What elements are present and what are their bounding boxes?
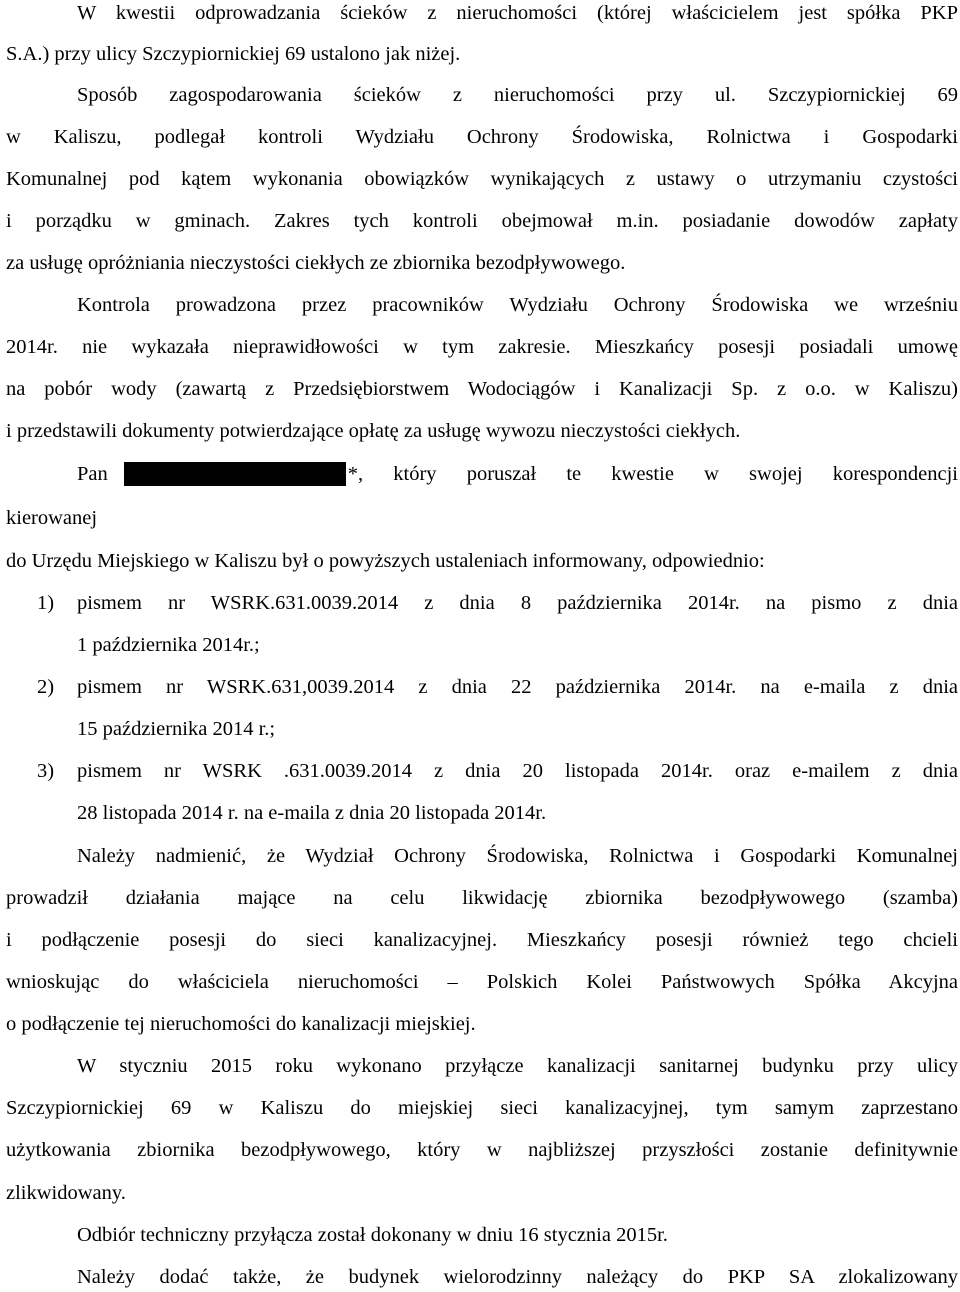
paragraph-1-line-1: W kwestii odprowadzania ścieków z nieruchomości (której właścicielem jest spółka PKP xyxy=(77,2,958,24)
list-number: 1) xyxy=(37,592,55,614)
paragraph-3-line-2: 2014r. nie wykazała nieprawidłowości w tym zakresie. Mieszkańcy posesji posiadali umowę xyxy=(6,336,958,358)
paragraph-8-line-1: Należy dodać także, że budynek wielorodzinny należący do PKP SA zlokalizowany xyxy=(77,1266,958,1288)
list-item-line-2: 15 października 2014 r.; xyxy=(77,718,276,740)
list-item-line-2: 28 listopada 2014 r. na e-maila z dnia 20 listopada 2014r. xyxy=(77,802,547,824)
paragraph-2-line-5: za usługę opróżniania nieczystości ciekłych ze zbiornika bezodpływowego. xyxy=(6,252,626,274)
paragraph-3-line-4: i przedstawili dokumenty potwierdzające opłatę za usługę wywozu nieczystości ciekłych. xyxy=(6,420,741,442)
paragraph-5-line-2: prowadził działania mające na celu likwidację zbiornika bezodpływowego (szamba) xyxy=(6,887,958,909)
redacted-name-block xyxy=(124,462,346,486)
paragraph-5-line-5: o podłączenie tej nieruchomości do kanalizacji miejskiej. xyxy=(6,1013,476,1035)
list-item-line-2: 1 października 2014r.; xyxy=(77,634,260,656)
paragraph-6-line-1: W styczniu 2015 roku wykonano przyłącze kanalizacji sanitarnej budynku przy ulicy xyxy=(77,1055,958,1077)
paragraph-1-line-2: S.A.) przy ulicy Szczypiornickiej 69 ustalono jak niżej. xyxy=(6,43,461,65)
paragraph-7-line-1: Odbiór techniczny przyłącza został dokonany w dniu 16 stycznia 2015r. xyxy=(77,1224,668,1246)
paragraph-6-line-4: zlikwidowany. xyxy=(6,1182,126,1204)
paragraph-4-line-3: do Urzędu Miejskiego w Kaliszu był o powyższych ustaleniach informowany, odpowiednio: xyxy=(6,550,765,572)
paragraph-2-line-2: w Kaliszu, podlegał kontroli Wydziału Ochrony Środowiska, Rolnictwa i Gospodarki xyxy=(6,126,958,148)
paragraph-3-line-1: Kontrola prowadzona przez pracowników Wydziału Ochrony Środowiska we wrześniu xyxy=(77,294,958,316)
paragraph-6-line-2: Szczypiornickiej 69 w Kaliszu do miejskiej sieci kanalizacyjnej, tym samym zaprzestano xyxy=(6,1097,958,1119)
list-item-line-1: pismem nr WSRK.631,0039.2014 z dnia 22 października 2014r. na e-maila z dnia xyxy=(77,676,958,698)
paragraph-5-line-1: Należy nadmienić, że Wydział Ochrony Środowiska, Rolnictwa i Gospodarki Komunalnej xyxy=(77,845,958,867)
paragraph-2-line-1: Sposób zagospodarowania ścieków z nieruchomości przy ul. Szczypiornickiej 69 xyxy=(77,84,958,106)
paragraph-2-line-3: Komunalnej pod kątem wykonania obowiązków wynikających z ustawy o utrzymaniu czystości xyxy=(6,168,958,190)
paragraph-4-line-1 xyxy=(77,461,958,487)
list-number: 2) xyxy=(37,676,55,698)
paragraph-5-line-3: i podłączenie posesji do sieci kanalizacyjnej. Mieszkańcy posesji również tego chcieli xyxy=(6,929,958,951)
paragraph-2-line-4: i porządku w gminach. Zakres tych kontroli obejmował m.in. posiadanie dowodów zapłaty xyxy=(6,210,958,232)
paragraph-4-after-redaction: *, który poruszał te kwestie w swojej korespondencji xyxy=(347,463,958,485)
pan-label: Pan xyxy=(77,463,108,485)
paragraph-5-line-4: wnioskując do właściciela nieruchomości – Polskich Kolei Państwowych Spółka Akcyjna xyxy=(6,971,958,993)
list-number: 3) xyxy=(37,760,55,782)
list-item-line-1: pismem nr WSRK .631.0039.2014 z dnia 20 listopada 2014r. oraz e-mailem z dnia xyxy=(77,760,958,782)
paragraph-6-line-3: użytkowania zbiornika bezodpływowego, który w najbliższej przyszłości zostanie definitywnie xyxy=(6,1139,958,1161)
paragraph-4-line-2: kierowanej xyxy=(6,507,98,529)
paragraph-3-line-3: na pobór wody (zawartą z Przedsiębiorstwem Wodociągów i Kanalizacji Sp. z o.o. w Kaliszu) xyxy=(6,378,958,400)
list-item-line-1: pismem nr WSRK.631.0039.2014 z dnia 8 października 2014r. na pismo z dnia xyxy=(77,592,958,614)
